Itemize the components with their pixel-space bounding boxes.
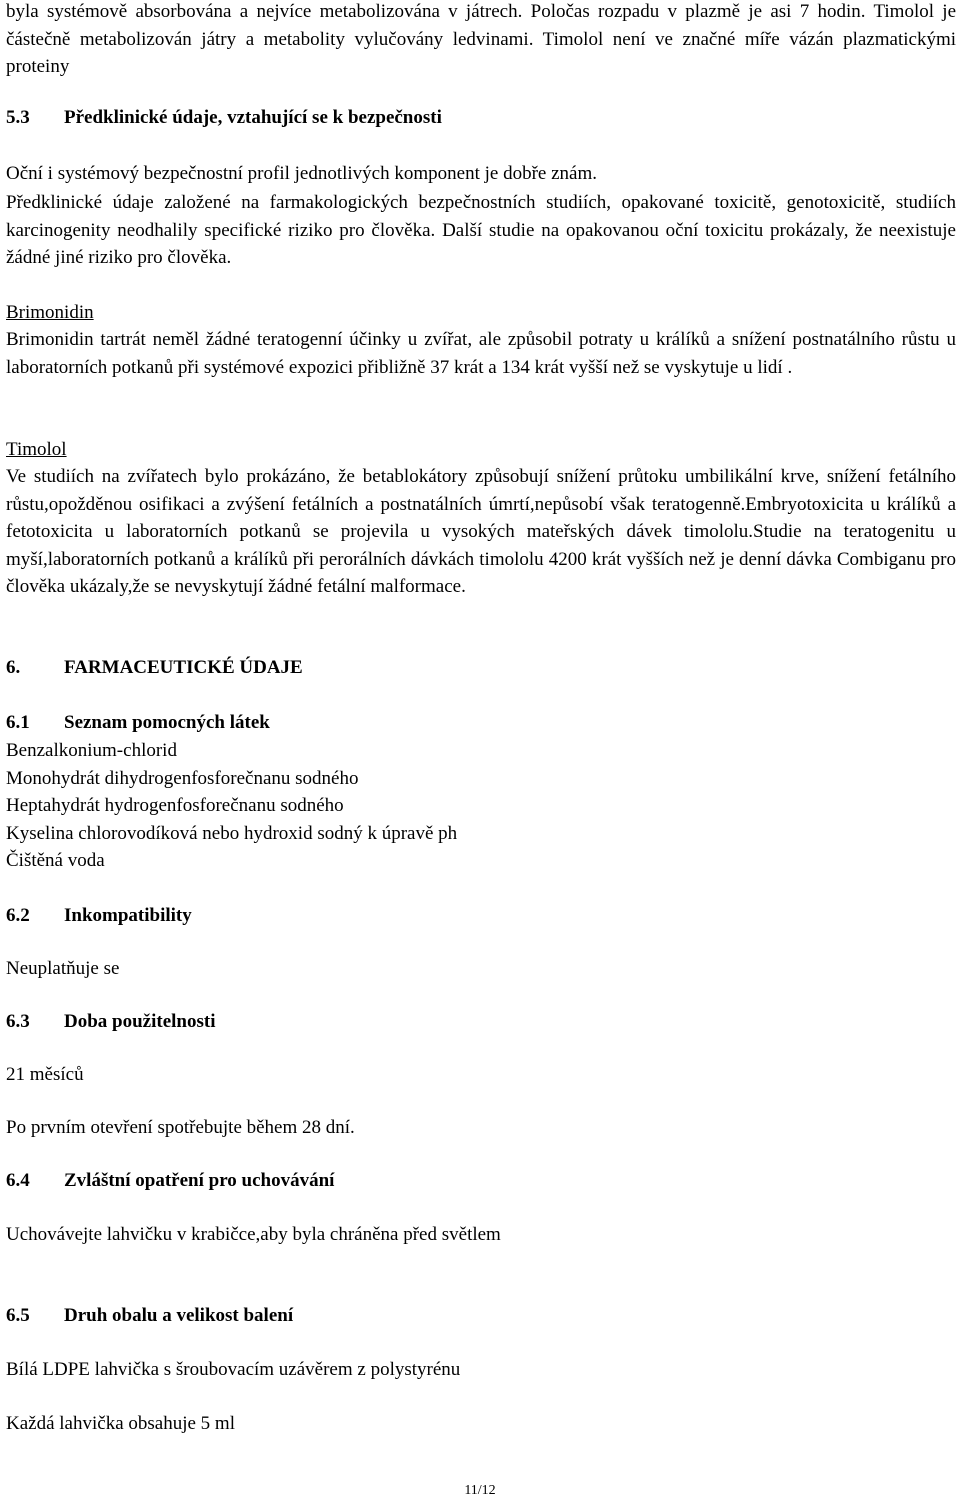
page-number: 11/12 xyxy=(464,1483,496,1498)
section-6-heading xyxy=(6,654,303,682)
list-item: Monohydrát dihydrogenfosforečnanu sodného xyxy=(6,767,359,789)
s63-text2: Po prvním otevření spotřebujte během 28 dní. xyxy=(6,1117,355,1138)
section-5-3-heading xyxy=(6,104,442,132)
list-item: Heptahydrát hydrogenfosforečnanu sodného xyxy=(6,795,344,816)
section-title: Doba použitelnosti xyxy=(64,1011,216,1032)
section-title: Seznam pomocných látek xyxy=(64,712,270,733)
section-number: 6. xyxy=(6,657,21,678)
s65-text2: Každá lahvička obsahuje 5 ml xyxy=(6,1413,235,1434)
s65-text1: Bílá LDPE lahvička s šroubovacím uzávěrem z polystyrénu xyxy=(6,1359,461,1380)
section-title: Zvláštní opatření pro uchovávání xyxy=(64,1170,335,1191)
section-title: FARMACEUTICKÉ ÚDAJE xyxy=(64,657,303,678)
section-6-5-heading xyxy=(6,1302,293,1330)
list-item: Kyselina chlorovodíková nebo hydroxid sodný k úpravě ph xyxy=(6,822,458,844)
list-item: Čištěná voda xyxy=(6,850,105,871)
section-number: 6.1 xyxy=(6,712,30,733)
section-6-3-heading xyxy=(6,1008,216,1036)
section-title: Předklinické údaje, vztahující se k bezpečnosti xyxy=(64,107,442,128)
section-number: 5.3 xyxy=(6,107,30,128)
s64-text: Uchovávejte lahvičku v krabičce,aby byla chráněna před světlem xyxy=(6,1224,501,1245)
section-title: Druh obalu a velikost balení xyxy=(64,1305,294,1326)
section-6-2-heading xyxy=(6,902,192,930)
excipient-list xyxy=(6,737,457,875)
brimonidin-heading: Brimonidin xyxy=(6,302,94,323)
s53-p1: Oční i systémový bezpečnostní profil jednotlivých komponent je dobře znám. xyxy=(6,163,597,184)
section-number: 6.3 xyxy=(6,1011,30,1032)
section-6-1-heading xyxy=(6,709,270,737)
section-title: Inkompatibility xyxy=(64,905,192,926)
s63-text1: 21 měsíců xyxy=(6,1064,84,1085)
timolol-heading: Timolol xyxy=(6,439,67,460)
s62-text: Neuplatňuje se xyxy=(6,958,120,979)
section-6-4-heading xyxy=(6,1167,334,1195)
brimonidin-text: Brimonidin tartrát neměl žádné teratogenní účinky u zvířat, ale způsobil potraty u králíků a snížení postnatálního růstu u laboratorních potkanů při systémové expozici přibližně 37 krát a 134 krát vyšší než se vyskytuje u lidí . xyxy=(6,329,956,378)
section-number: 6.4 xyxy=(6,1170,30,1191)
section-number: 6.2 xyxy=(6,905,30,926)
section-number: 6.5 xyxy=(6,1305,30,1326)
list-item: Benzalkonium-chlorid xyxy=(6,740,177,761)
timolol-text: Ve studiích na zvířatech bylo prokázáno, že betablokátory způsobují snížení průtoku umbilikální krve, snížení fetálního růstu,opožděnou osifikaci a zvýšení fetálních a postnatálních úmrtí,nepůsobí však teratogenně.Embryotoxicita u králíků a fetotoxicita u laboratorních potkanů se projevila u vysokých mateřských dávek timololu.Studie na teratogenitu u myší,laboratorních potkanů a králíků při perorálních dávkách timololu 4200 krát vyšších než je denní dávka Combiganu pro člověka ukázaly,že se nevyskytují žádné fetální malformace. xyxy=(6,466,956,597)
s53-p2: Předklinické údaje založené na farmakologických bezpečnostních studiích, opakované toxicitě, genotoxicitě, studiích karcinogenity neodhalily specifické riziko pro člověka. Další studie na opakovanou oční toxicitu prokázaly, že neexistuje žádné jiné riziko pro člověka. xyxy=(6,192,956,268)
top-paragraph: byla systémově absorbována a nejvíce metabolizována v játrech. Poločas rozpadu v plazmě je asi 7 hodin. Timolol je částečně metabolizován játry a metabolity vylučovány ledvinami. Timolol není ve značné míře vázán plazmatickými proteiny xyxy=(6,1,956,77)
